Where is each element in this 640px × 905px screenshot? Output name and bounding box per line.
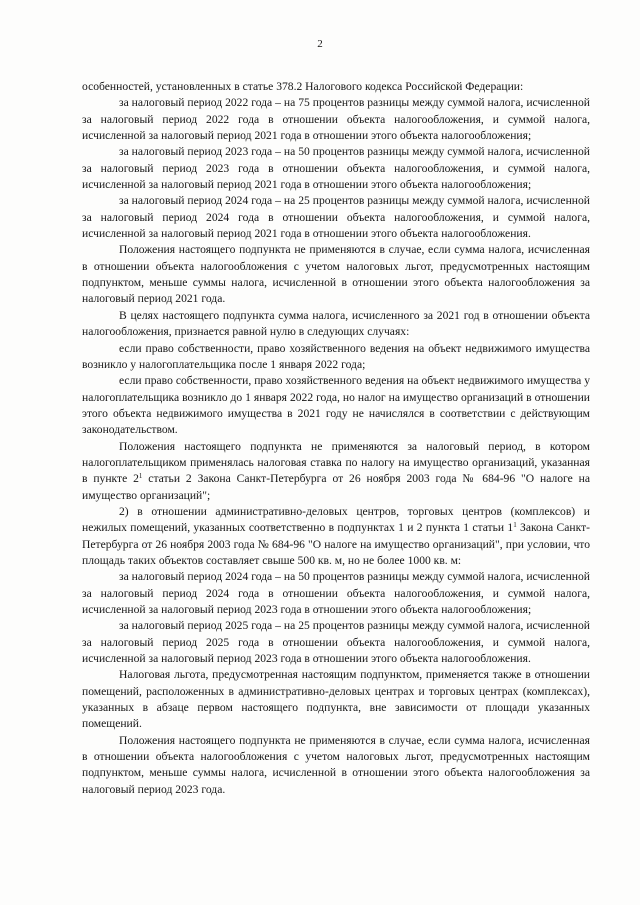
paragraph-2025: за налоговый период 2025 года – на 25 процентов разницы между суммой налога, исчисленной за налоговый период 2025 года в отношении объекта налогообложения, и суммой налога, исчисленной за налоговый период 2023 года в отношении этого объекта налогообложения. (82, 619, 590, 666)
paragraph-2024: за налоговый период 2024 года – на 25 процентов разницы между суммой налога, исчисленной за налоговый период 2024 года в отношении объекта налогообложения, и суммой налога, исчисленной за налоговый период 2021 года в отношении этого объекта налогообложения. (82, 194, 590, 241)
paragraph-2023: за налоговый период 2023 года – на 50 процентов разницы между суммой налога, исчисленной за налоговый период 2023 года в отношении объекта налогообложения, и суммой налога, исчисленной за налоговый период 2021 года в отношении этого объекта налогообложения; (82, 145, 590, 192)
paragraph-exclusion-2021: Положения настоящего подпункта не применяются в случае, если сумма налога, исчисленная в отношении объекта налогообложения с учетом налоговых льгот, предусмотренных настоящим подпунктом, меньше суммы налога, исчисленной в отношении этого объекта налогообложения за налоговый период 2021 года. (82, 243, 590, 306)
paragraph-2022: за налоговый период 2022 года – на 75 процентов разницы между суммой налога, исчисленной за налоговый период 2022 года в отношении объекта налогообложения, и суммой налога, исчисленной за налоговый период 2021 года в отношении этого объекта налогообложения; (82, 96, 590, 143)
text-segment: Положения настоящего подпункта не применяются за налоговый период, в котором налогоплательщиком применялась налоговая ставка по налогу на имущество организаций, указанная в пункте 2 (82, 439, 590, 486)
text-segment: статьи 2 Закона Санкт-Петербурга от 26 ноября 2003 года № 684-96 "О налоге на имущество организаций"; (82, 472, 590, 502)
superscript: 1 (513, 521, 517, 530)
paragraph-exclusion-2023: Положения настоящего подпункта не применяются в случае, если сумма налога, исчисленная в отношении объекта налогообложения с учетом налоговых льгот, предусмотренных настоящим подпунктом, меньше суммы налога, исчисленной в отношении этого объекта налогообложения за налоговый период 2023 года. (82, 733, 590, 796)
paragraph-premises-benefit: Налоговая льгота, предусмотренная настоящим подпунктом, применяется также в отношении помещений, расположенных в административно-деловых центрах и торговых центрах (комплексах), указанных в абзаце первом настоящего подпункта, вне зависимости от площади указанных помещений. (82, 668, 590, 731)
superscript: 1 (138, 472, 143, 481)
paragraph-case-after-2022: если право собственности, право хозяйственного ведения на объект недвижимого имущества возникло у налогоплательщика после 1 января 2022 года; (82, 341, 590, 371)
paragraph-rate-exclusion (82, 439, 590, 504)
text-segment: Закона Санкт-Петербурга от 26 ноября 2003 года № 684-96 "О налоге на имущество организаций", при условии, что площадь таких объектов составляет свыше 500 кв. м, но не более 1000 кв. м: (82, 521, 590, 567)
paragraph-intro: особенностей, установленных в статье 378.2 Налогового кодекса Российской Федерации: (82, 80, 524, 93)
text-segment: 2) в отношении административно-деловых центров, торговых центров (комплексов) и нежилых помещений, указанных соответственно в подпунктах 1 и 2 пункта 1 статьи 1 (82, 504, 590, 535)
paragraph-subitem-2 (82, 504, 590, 569)
paragraph-zero-cases: В целях настоящего подпункта сумма налога, исчисленного за 2021 год в отношении объекта налогообложения, признается равной нулю в следующих случаях: (82, 308, 590, 339)
paragraph-2024-b: за налоговый период 2024 года – на 50 процентов разницы между суммой налога, исчисленной за налоговый период 2024 года в отношении объекта налогообложения, и суммой налога, исчисленной за налоговый период 2023 года в отношении этого объекта налогообложения; (82, 570, 590, 616)
document-body (82, 79, 590, 798)
paragraph-case-before-2022: если право собственности, право хозяйственного ведения на объект недвижимого имущества у налогоплательщика возникло до 1 января 2022 года, но налог на имущество организаций в отношении этого объекта недвижимого имущества в 2021 году не начислялся в соответствии с действующим законодательством. (82, 374, 590, 437)
page-number: 2 (317, 38, 323, 50)
